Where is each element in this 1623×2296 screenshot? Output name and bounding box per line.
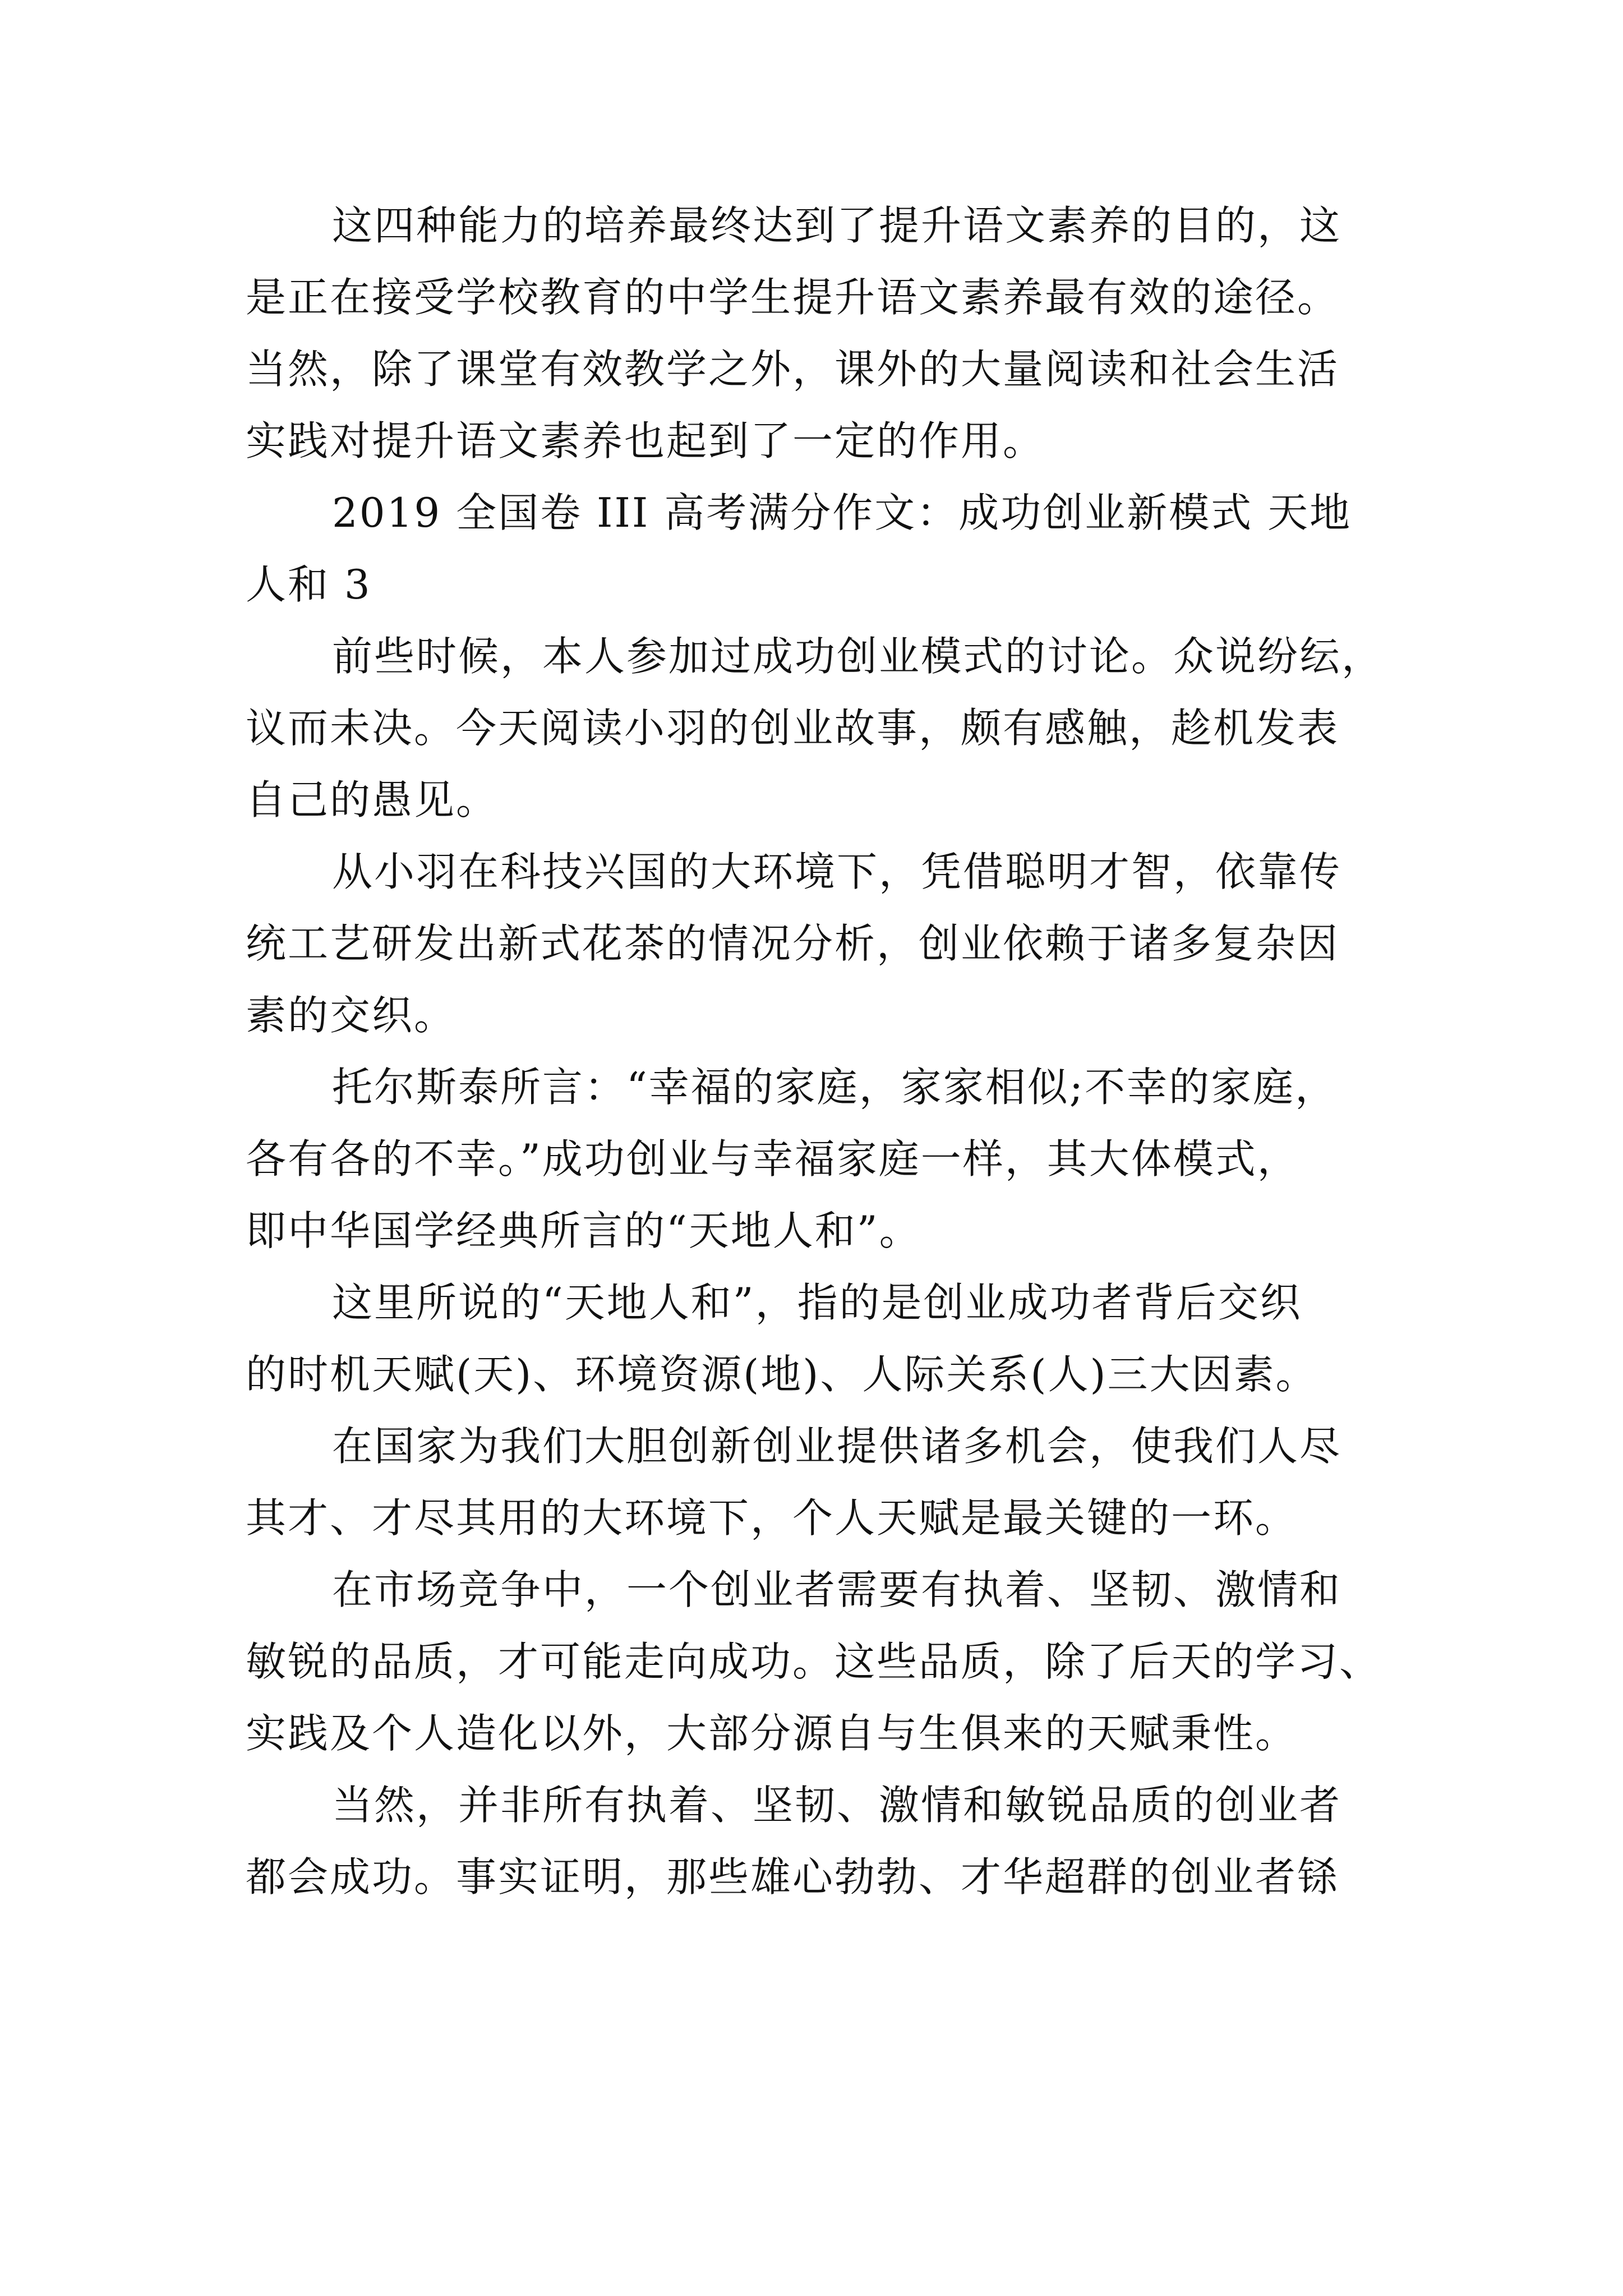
text-line: 托尔斯泰所言：“幸福的家庭，家家相似;不幸的家庭，: [332, 1064, 1338, 1111]
paragraph-6: [246, 1267, 1378, 1410]
text-line: 实践及个人造化以外，大部分源自与生俱来的天赋秉性。: [246, 1710, 1298, 1757]
text-line: 这四种能力的培养最终达到了提升语文素养的目的，这: [332, 202, 1342, 249]
paragraph-3: [246, 620, 1384, 836]
text-line: 即中华国学经典所言的“天地人和”。: [246, 1207, 921, 1254]
text-line: 当然，除了课堂有效教学之外，课外的大量阅读和社会生活: [246, 346, 1340, 393]
text-line: 的时机天赋(天)、环境资源(地)、人际关系(人)三大因素。: [246, 1351, 1318, 1398]
text-line: 从小羽在科技兴国的大环境下，凭借聪明才智，依靠传: [332, 848, 1342, 895]
text-line: 敏锐的品质，才可能走向成功。这些品质，除了后天的学习、: [246, 1638, 1382, 1685]
text-line: 素的交织。: [246, 992, 457, 1039]
title-line: 2019 全国卷 III 高考满分作文：成功创业新模式 天地: [332, 489, 1352, 536]
paragraph-8: [246, 1554, 1382, 1769]
text-line: 这里所说的“天地人和”，指的是创业成功者背后交织: [332, 1279, 1302, 1326]
document-body: [246, 190, 1384, 1913]
text-line: 议而未决。今天阅读小羽的创业故事，颇有感触，趁机发表: [246, 705, 1340, 752]
text-line: 前些时候，本人参加过成功创业模式的讨论。众说纷纭，: [332, 633, 1384, 680]
paragraph-1: [246, 190, 1378, 477]
text-line: 各有各的不幸。”成功创业与幸福家庭一样，其大体模式，: [246, 1135, 1299, 1182]
essay-title: [246, 477, 1378, 620]
text-line: 当然，并非所有执着、坚韧、激情和敏锐品质的创业者: [332, 1782, 1342, 1829]
text-line: 实践对提升语文素养也起到了一定的作用。: [246, 417, 1045, 464]
paragraph-9: [246, 1769, 1378, 1913]
text-line: 在国家为我们大胆创新创业提供诸多机会，使我们人尽: [332, 1423, 1342, 1470]
text-line: 其才、才尽其用的大环境下，个人天赋是最关键的一环。: [246, 1494, 1298, 1542]
text-line: 都会成功。事实证明，那些雄心勃勃、才华超群的创业者铩: [246, 1853, 1340, 1901]
text-line: 在市场竞争中，一个创业者需要有执着、坚韧、激情和: [332, 1566, 1342, 1613]
paragraph-4: [246, 836, 1378, 1051]
text-line: 自己的愚见。: [246, 776, 499, 823]
paragraph-5: [246, 1051, 1378, 1267]
title-line: 人和 3: [246, 561, 372, 608]
text-line: 是正在接受学校教育的中学生提升语文素养最有效的途径。: [246, 274, 1340, 321]
paragraph-7: [246, 1410, 1378, 1554]
text-line: 统工艺研发出新式花茶的情况分析，创业依赖于诸多复杂因: [246, 920, 1340, 967]
